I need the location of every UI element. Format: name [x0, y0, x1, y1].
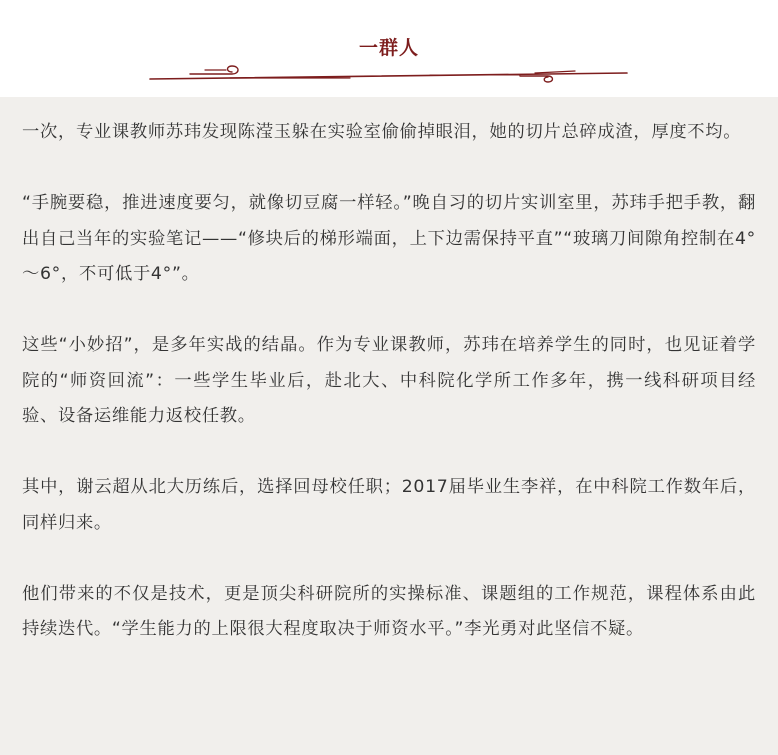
paragraph: 一次，专业课教师苏玮发现陈滢玉躲在实验室偷偷掉眼泪，她的切片总碎成渣，厚度不均。: [22, 122, 742, 142]
paragraph: 他们带来的不仅是技术，更是顶尖科研院所的实操标准、课题组的工作规范，课程体系由此持续迭代。“学生能力的上限很大程度取决于师资水平。”李光勇对此坚信不疑。: [22, 583, 756, 639]
paragraph: 这些“小妙招”，是多年实战的结晶。作为专业课教师，苏玮在培养学生的同时，也见证着学院的“师资回流”：一些学生毕业后，赴北大、中科院化学所工作多年，携一线科研项目经验、设备运维能力返校任教。: [22, 335, 756, 426]
section-header: [0, 0, 778, 97]
section-title: 一群人: [358, 37, 419, 59]
paragraph: 其中，谢云超从北大历练后，选择回母校任职；2017届毕业生李祥，在中科院工作数年后，同样归来。: [22, 477, 756, 533]
cloud-scroll-line-ornament: [0, 58, 778, 88]
paragraph: “手腕要稳，推进速度要匀，就像切豆腐一样轻。”晚自习的切片实训室里，苏玮手把手教，翻出自己当年的实验笔记——“修块后的梯形端面，上下边需保持平直”“玻璃刀间隙角控制在4°～6°，不可低于4°”。: [22, 193, 756, 284]
article-body: [0, 97, 778, 648]
